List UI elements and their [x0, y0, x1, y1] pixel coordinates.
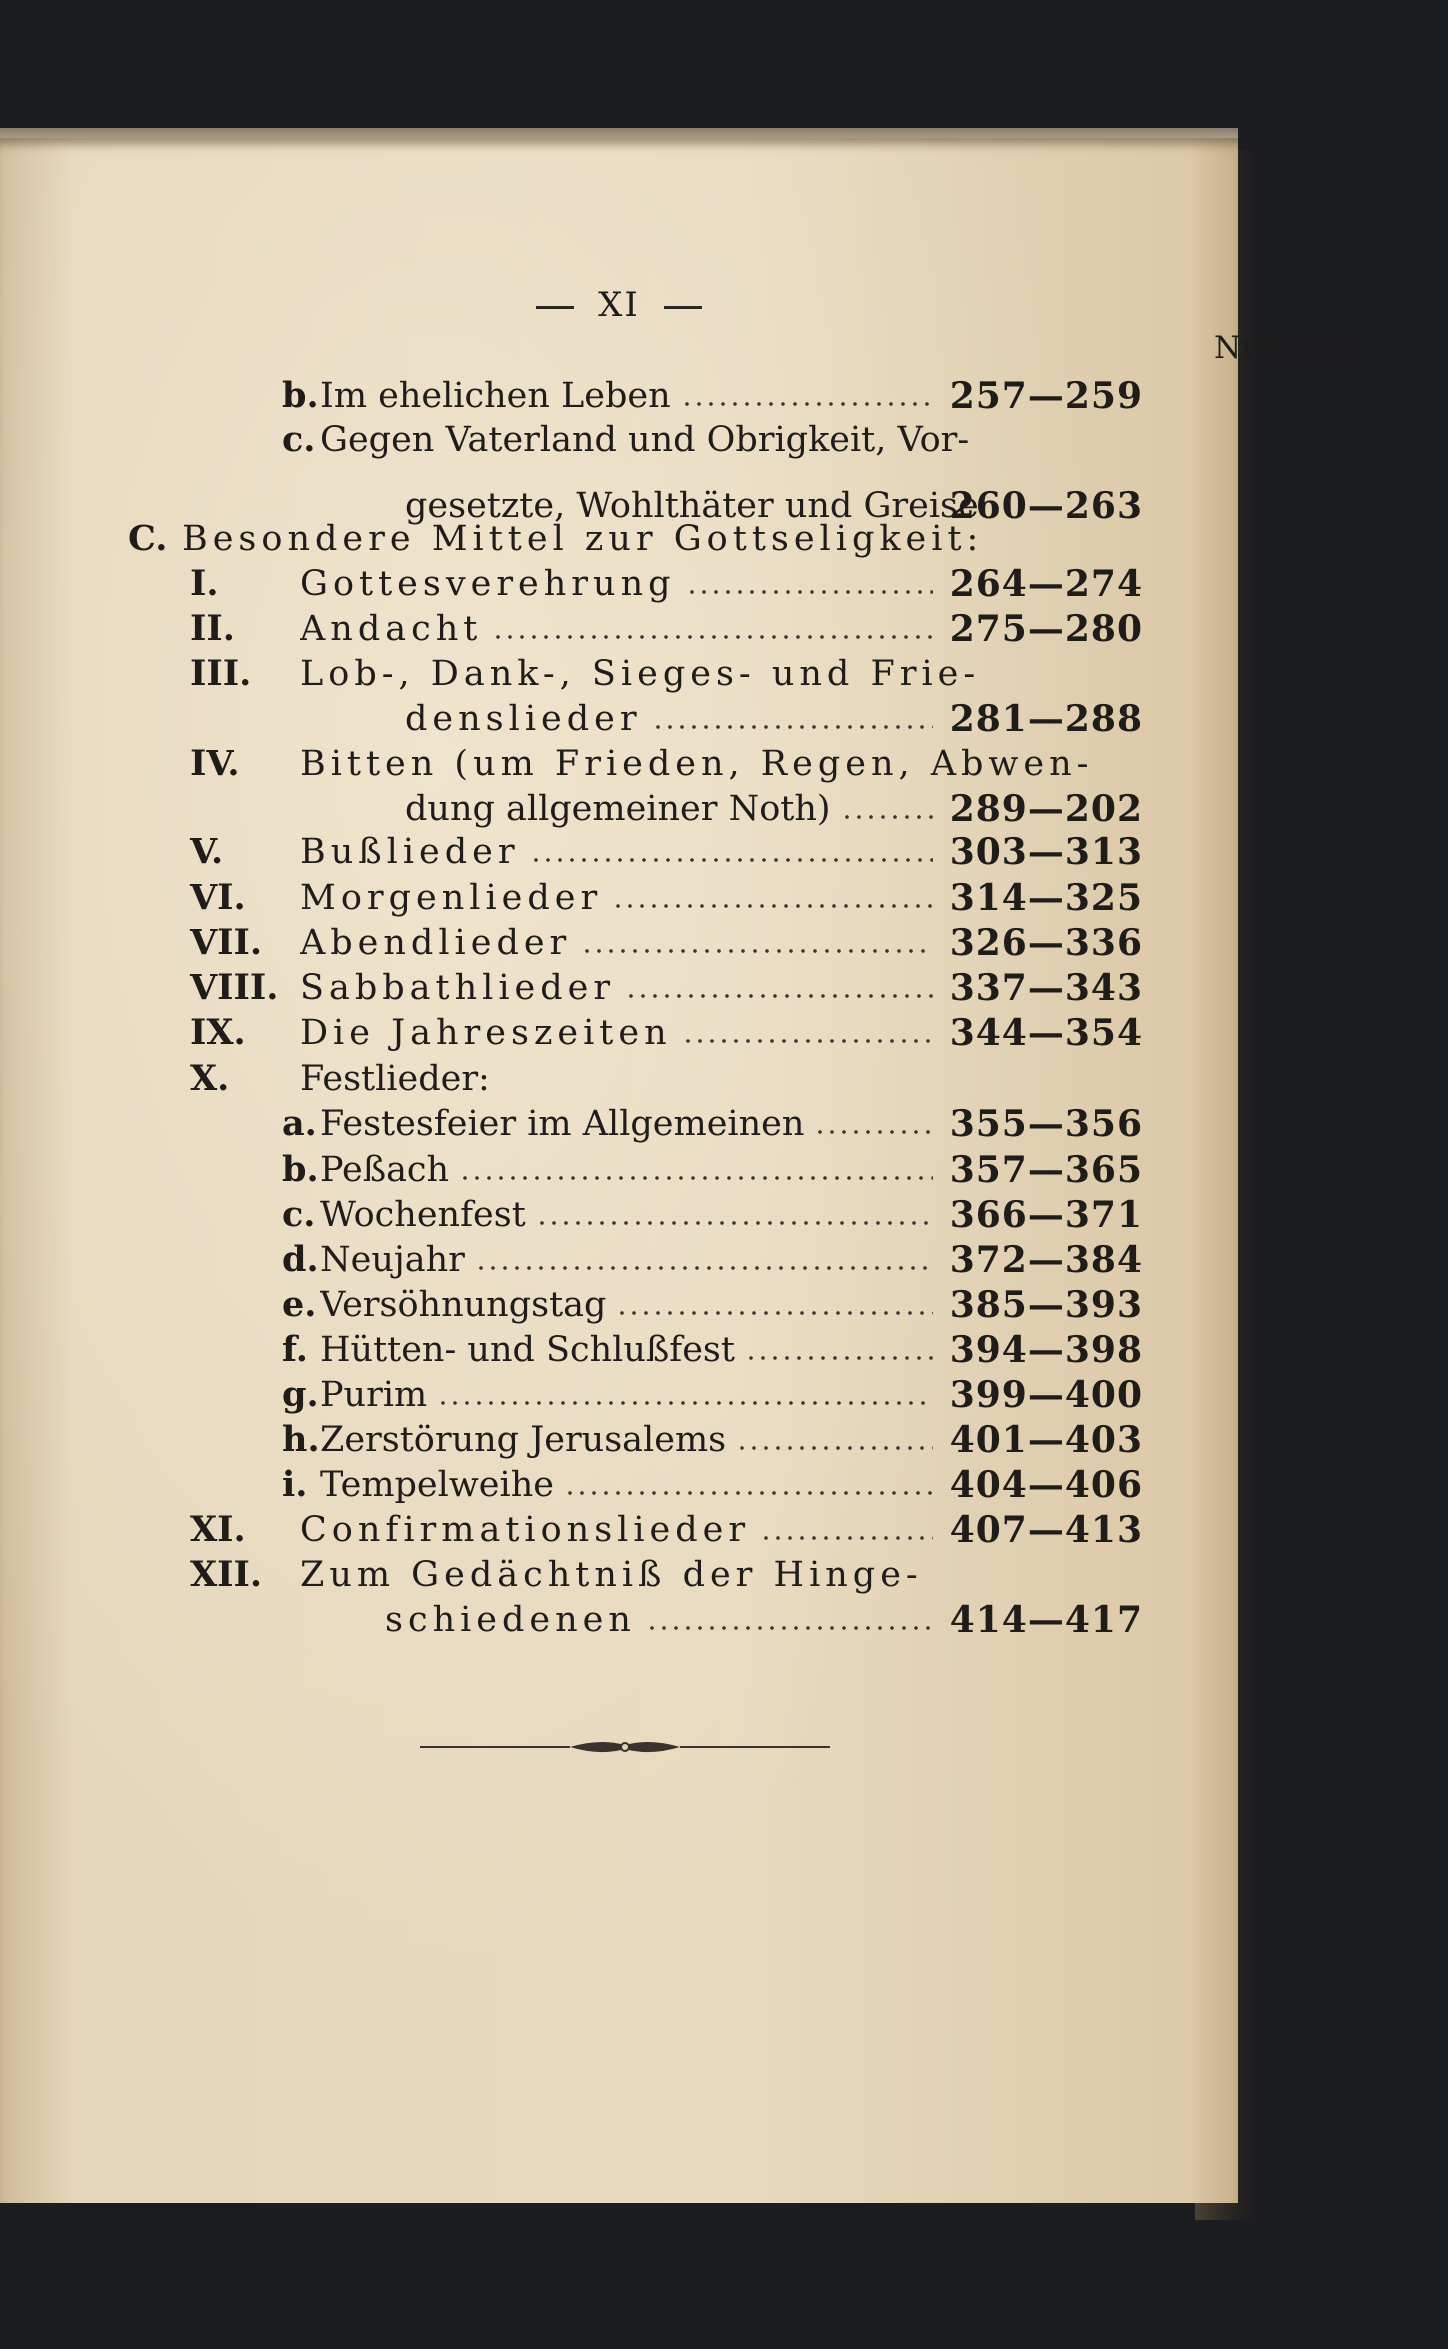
- toc-entry-number: a.: [282, 1103, 317, 1144]
- toc-entry-range: 399—400: [949, 1374, 1143, 1416]
- toc-entry-title: gesetzte, Wohlthäter und Greise: [405, 486, 979, 526]
- toc-entry-number: VIII.: [190, 967, 279, 1008]
- leader-dots: [686, 589, 933, 595]
- toc-entry-number: g.: [282, 1374, 319, 1415]
- toc-row: [0, 607, 1238, 651]
- toc-entry-title: Peßach: [320, 1150, 450, 1190]
- ornament-divider: [420, 1732, 830, 1762]
- toc-entry-title: denslieder: [405, 699, 642, 739]
- leader-dots: [475, 1265, 933, 1271]
- toc-entry-range: 407—413: [949, 1509, 1143, 1551]
- toc-row: [0, 697, 1238, 741]
- toc-row: [0, 418, 1238, 462]
- toc-entry-number: d.: [282, 1239, 319, 1280]
- toc-row: [0, 1328, 1238, 1372]
- leader-dots: [492, 634, 933, 640]
- toc-entry-number: III.: [190, 653, 252, 694]
- toc-entry-range: 385—393: [949, 1284, 1143, 1326]
- toc-entry-number: b.: [282, 375, 319, 416]
- toc-entry-title: Confirmationslieder: [300, 1510, 751, 1550]
- leader-dots: [814, 1129, 933, 1135]
- toc-entry-range: 314—325: [949, 877, 1143, 919]
- toc-entry-number: II.: [190, 608, 235, 649]
- toc-row: [0, 1508, 1238, 1552]
- toc-entry-number: i.: [282, 1464, 308, 1505]
- toc-row: [0, 966, 1238, 1010]
- toc-entry-number: b.: [282, 1149, 319, 1190]
- toc-entry-range: 394—398: [949, 1329, 1143, 1371]
- leader-dots: [459, 1175, 933, 1181]
- toc-entry-title: Besondere Mittel zur Gottseligkeit:: [182, 519, 984, 559]
- toc-entry-range: 281—288: [949, 698, 1143, 740]
- toc-entry-range: 326—336: [949, 922, 1143, 964]
- toc-entry-range: 355—356: [949, 1103, 1143, 1145]
- toc-entry-title: dung allgemeiner Noth): [405, 789, 831, 829]
- toc-entry-range: 289—202: [949, 788, 1143, 830]
- toc-row: [0, 652, 1238, 696]
- toc-row: [0, 876, 1238, 920]
- toc-entry-title: Wochenfest: [320, 1195, 526, 1235]
- toc-entry-range: 344—354: [949, 1012, 1143, 1054]
- toc-entry-title: Bitten (um Frieden, Regen, Abwen-: [300, 744, 1094, 784]
- leader-dots: [745, 1355, 933, 1361]
- leader-dots: [681, 401, 933, 407]
- toc-entry-title: Zum Gedächtniß der Hinge-: [300, 1555, 923, 1595]
- leader-dots: [652, 724, 933, 730]
- toc-entry-number: c.: [282, 1194, 316, 1235]
- toc-entry-number: I.: [190, 563, 219, 604]
- toc-entry-title: Zerstörung Jerusalems: [320, 1420, 727, 1460]
- toc-entry-title: Lob-, Dank-, Sieges- und Frie-: [300, 654, 981, 694]
- toc-entry-title: Hütten- und Schlußfest: [320, 1330, 735, 1370]
- toc-entry-range: 414—417: [949, 1599, 1143, 1641]
- leader-dots: [760, 1535, 933, 1541]
- toc-entry-range: 357—365: [949, 1149, 1143, 1191]
- toc-entry-number: c.: [282, 419, 316, 460]
- toc-row: [0, 1193, 1238, 1237]
- leader-dots: [437, 1400, 933, 1406]
- leader-dots: [530, 857, 933, 863]
- toc-entry-title: Neujahr: [320, 1240, 465, 1280]
- leader-dots: [616, 1310, 933, 1316]
- toc-entry-title: Abendlieder: [300, 923, 572, 963]
- leader-dots: [564, 1490, 933, 1496]
- toc-row: [0, 1102, 1238, 1146]
- toc-row: [0, 1148, 1238, 1192]
- toc-entry-range: 337—343: [949, 967, 1143, 1009]
- toc-entry-range: 257—259: [949, 375, 1143, 417]
- toc-row: [0, 374, 1238, 418]
- leader-dots: [646, 1625, 933, 1631]
- page-header: [0, 285, 1238, 325]
- toc-entry-title: Andacht: [300, 609, 483, 649]
- toc-entry-title: Purim: [320, 1375, 428, 1415]
- toc-entry-range: 264—274: [949, 563, 1143, 605]
- toc-entry-number: V.: [190, 831, 224, 872]
- toc-entry-range: 366—371: [949, 1194, 1143, 1236]
- toc-entry-number: IV.: [190, 743, 240, 784]
- toc-entry-number: VI.: [190, 877, 246, 918]
- leader-dots: [736, 1445, 933, 1451]
- toc-entry-title: Gottesverehrung: [300, 564, 676, 604]
- toc-entry-range: 401—403: [949, 1419, 1143, 1461]
- toc-entry-title: Im ehelichen Leben: [320, 376, 671, 416]
- page-number: XI: [598, 285, 640, 325]
- toc-entry-range: 275—280: [949, 608, 1143, 650]
- toc-entry-range: 404—406: [949, 1464, 1143, 1506]
- toc-row: [0, 1418, 1238, 1462]
- toc-row: [0, 562, 1238, 606]
- toc-entry-number: X.: [190, 1058, 230, 1099]
- toc-entry-number: VII.: [190, 922, 263, 963]
- toc-row: [0, 1463, 1238, 1507]
- leader-dots: [625, 993, 933, 999]
- toc-entry-title: schiedenen: [385, 1600, 636, 1640]
- toc-row: [0, 1373, 1238, 1417]
- header-dash-left: [536, 306, 574, 309]
- toc-entry-title: Festesfeier im Allgemeinen: [320, 1104, 805, 1144]
- toc-entry-number: XII.: [190, 1554, 263, 1595]
- toc-entry-title: Versöhnungstag: [320, 1285, 607, 1325]
- toc-entry-number: f.: [282, 1329, 308, 1370]
- toc-entry-number: XI.: [190, 1509, 246, 1550]
- toc-entry-title: Tempelweihe: [320, 1465, 554, 1505]
- toc-entry-number: IX.: [190, 1012, 246, 1053]
- toc-entry-range: 303—313: [949, 831, 1143, 873]
- toc-entry-number: h.: [282, 1419, 320, 1460]
- toc-entry-title: Gegen Vaterland und Obrigkeit, Vor-: [320, 420, 970, 460]
- leader-dots: [612, 903, 933, 909]
- toc-entry-range: 260—263: [949, 485, 1143, 527]
- toc-row: [0, 1238, 1238, 1282]
- toc-row: [0, 921, 1238, 965]
- toc-entry-number: C.: [128, 518, 168, 559]
- toc-row: [0, 742, 1238, 786]
- leader-dots: [581, 948, 933, 954]
- toc-row: [0, 1598, 1238, 1642]
- toc-entry-title: Bußlieder: [300, 832, 520, 872]
- toc-row: [0, 787, 1238, 831]
- toc-row: [0, 1553, 1238, 1597]
- toc-entry-title: Festlieder:: [300, 1059, 490, 1099]
- header-dash-right: [664, 306, 702, 309]
- toc-entry-number: e.: [282, 1284, 317, 1325]
- leader-dots: [536, 1220, 933, 1226]
- toc-entry-title: Morgenlieder: [300, 878, 603, 918]
- toc-row: [0, 1057, 1238, 1101]
- toc-row: [0, 1283, 1238, 1327]
- toc-row: [0, 517, 1238, 561]
- leader-dots: [682, 1038, 933, 1044]
- toc-entry-range: 372—384: [949, 1239, 1143, 1281]
- leader-dots: [841, 814, 933, 820]
- column-header-nummer: Nummer: [1213, 330, 1353, 366]
- toc-row: [0, 830, 1238, 874]
- toc-entry-title: Die Jahreszeiten: [300, 1013, 672, 1053]
- toc-row: [0, 1011, 1238, 1055]
- toc-entry-title: Sabbathlieder: [300, 968, 616, 1008]
